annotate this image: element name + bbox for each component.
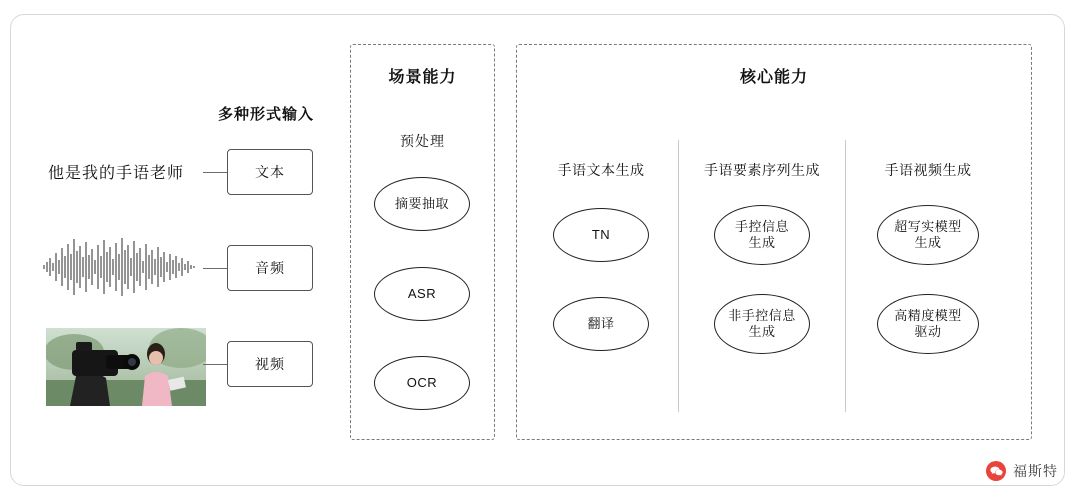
modality-chip-audio[interactable]: 音频 [227,245,313,291]
core-column-title-3: 手语视频生成 [884,162,972,178]
node-scene-3[interactable]: OCR [374,356,470,410]
modality-chip-video[interactable]: 视频 [227,341,313,387]
core-column-divider-2 [845,140,846,412]
node-core-3-1[interactable]: 超写实模型 生成 [877,205,979,265]
input-section-title: 多种形式输入 [218,106,315,123]
wechat-logo-icon [986,461,1006,481]
node-core-2-1[interactable]: 手控信息 生成 [714,205,810,265]
node-core-1-2[interactable]: 翻译 [553,297,649,351]
core-column-title-2: 手语要素序列生成 [704,162,820,178]
scene-subsection-title: 预处理 [400,133,445,149]
node-core-1-1[interactable]: TN [553,208,649,262]
watermark [986,461,1058,481]
scene-capability-title: 场景能力 [388,69,457,86]
watermark-label: 福斯特 [1013,463,1058,479]
node-scene-1[interactable]: 摘要抽取 [374,177,470,231]
input-sample-sentence: 他是我的手语老师 [48,165,185,182]
core-capability-title: 核心能力 [739,69,808,86]
connector-text [203,172,227,173]
modality-chip-text[interactable]: 文本 [227,149,313,195]
node-core-3-2[interactable]: 高精度模型 驱动 [877,294,979,354]
connector-video [203,364,227,365]
audio-waveform-icon [42,236,197,298]
core-column-title-1: 手语文本生成 [557,162,645,178]
video-thumbnail-icon [46,328,206,406]
core-column-divider-1 [678,140,679,412]
node-core-2-2[interactable]: 非手控信息 生成 [714,294,810,354]
node-scene-2[interactable]: ASR [374,267,470,321]
connector-audio [203,268,227,269]
